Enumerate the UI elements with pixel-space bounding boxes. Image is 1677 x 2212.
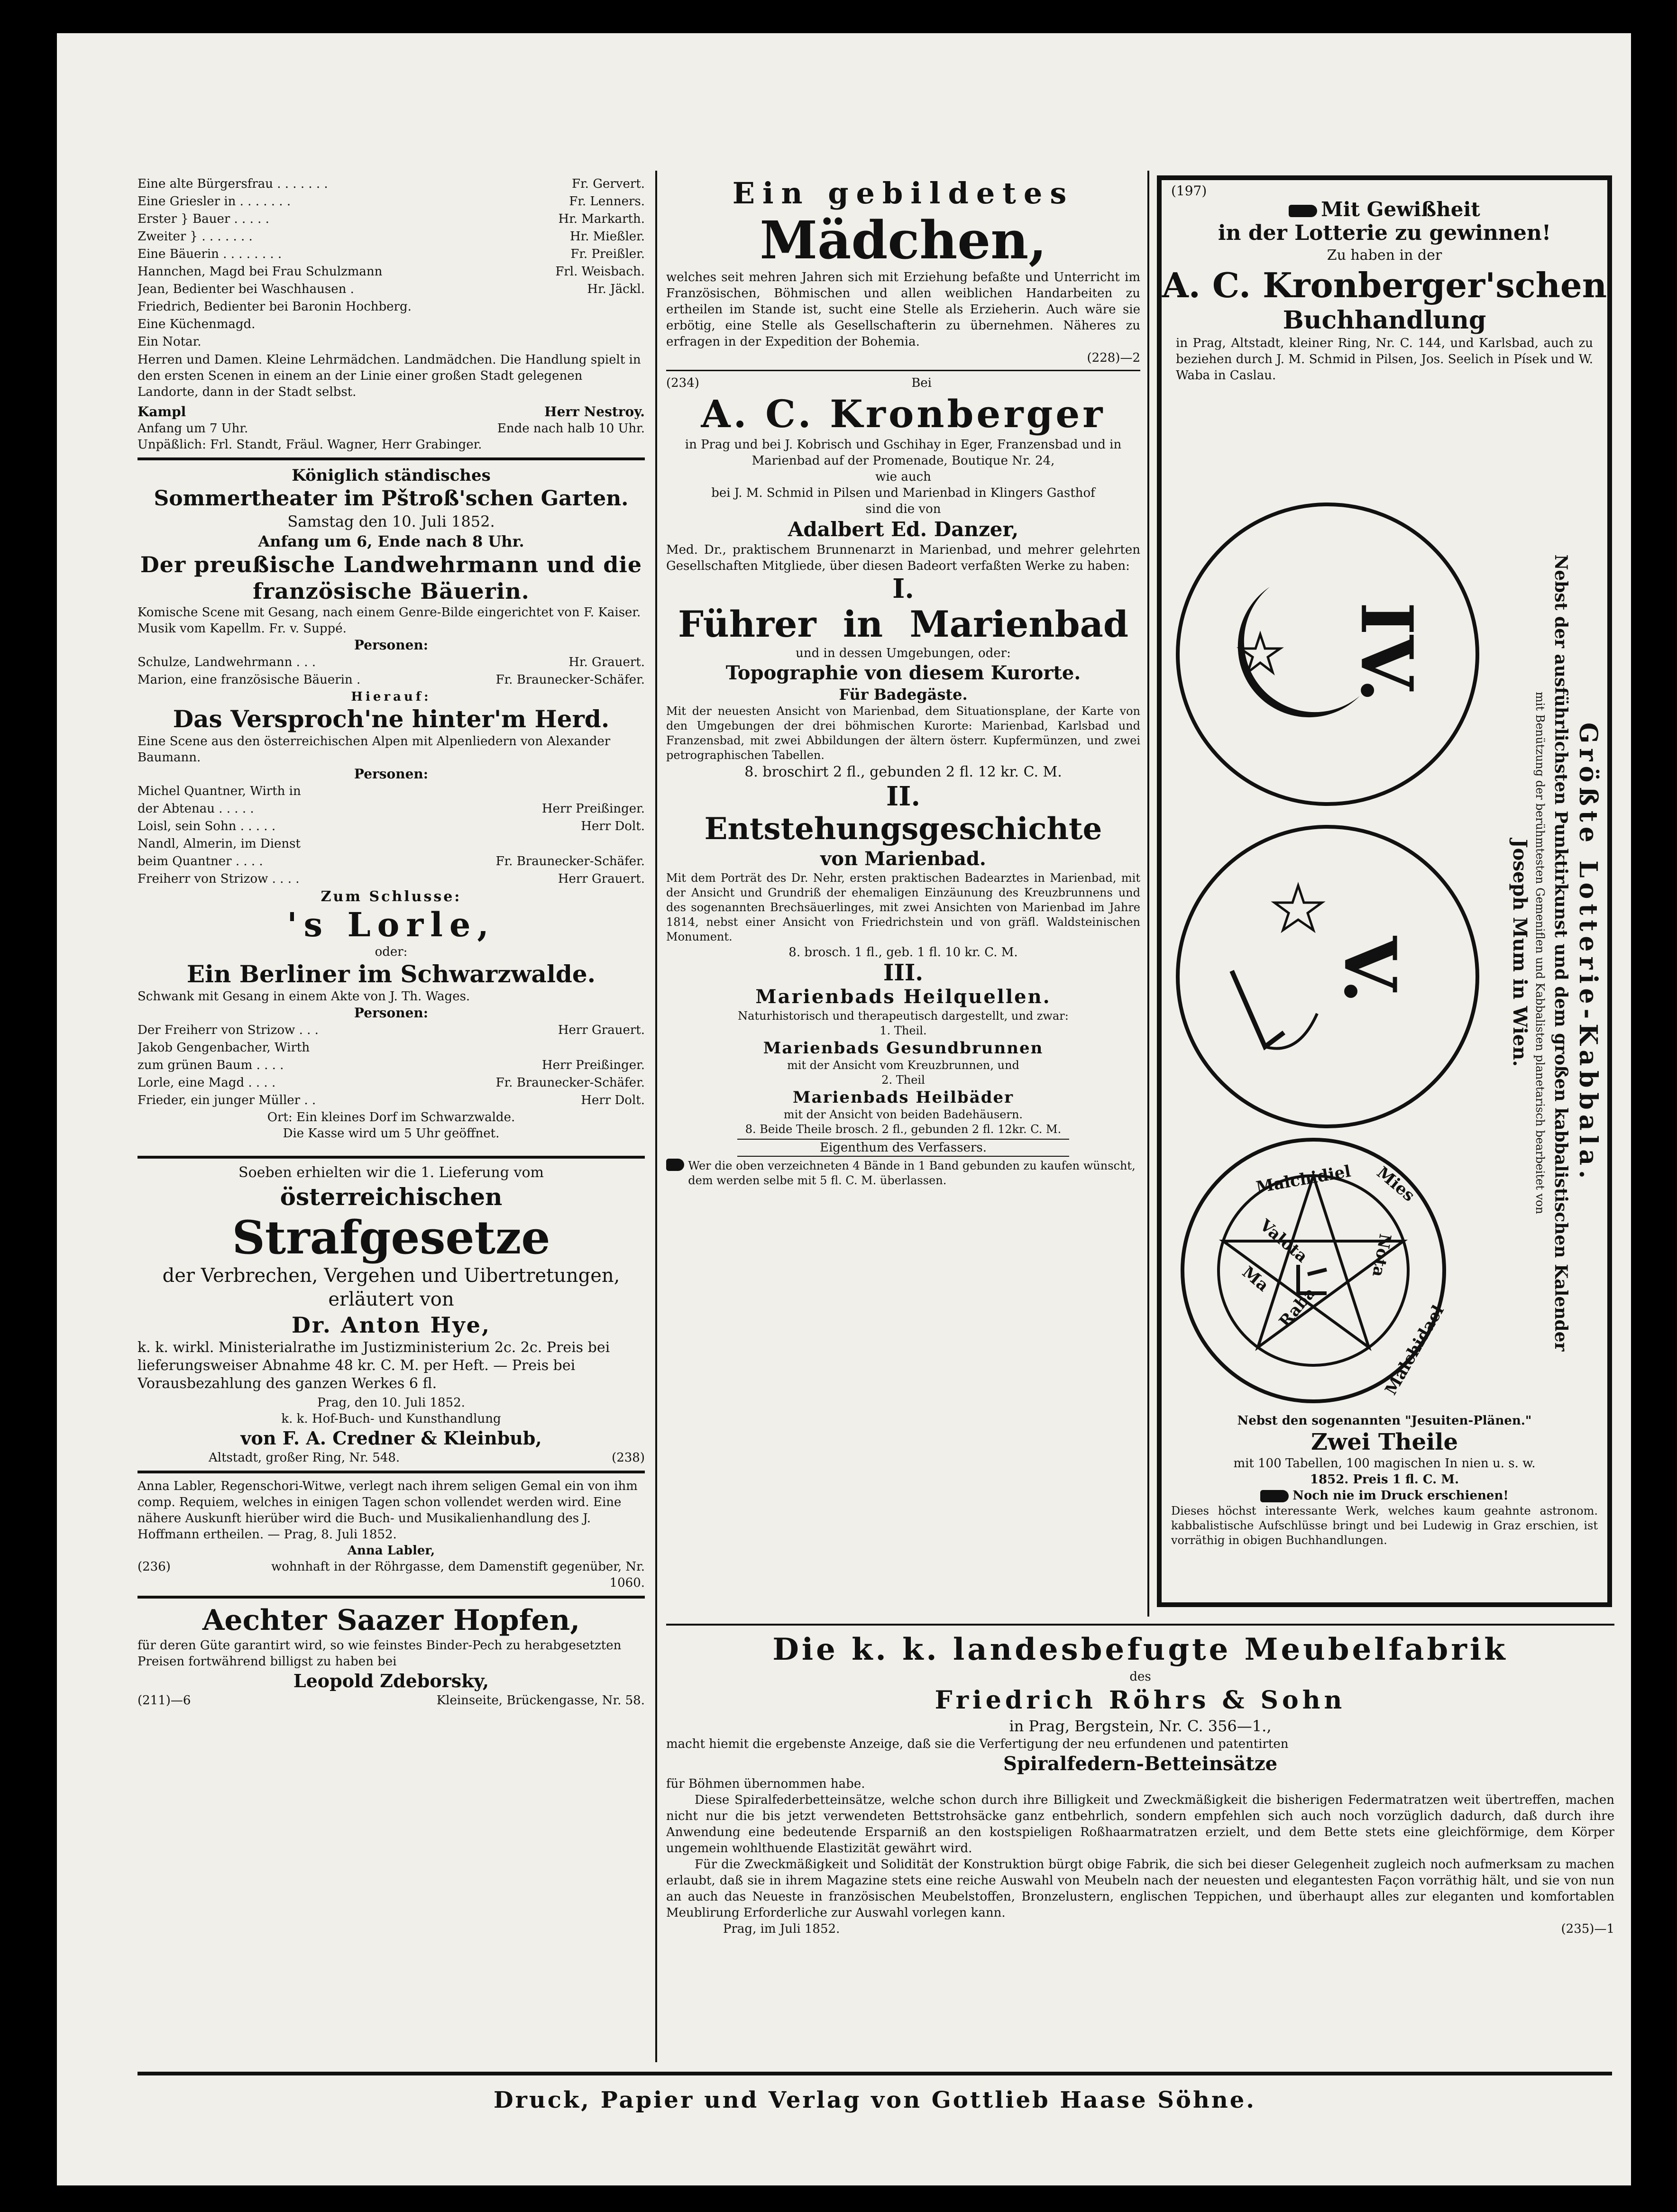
hye-title-2: Strafgesetze (232, 1211, 550, 1264)
cast-actor: Fr. Braunecker-Schäfer. (495, 1076, 645, 1090)
cast-role: Jean, Bedienter bei Waschhausen . (137, 282, 354, 296)
theater-title-2: Sommertheater im Pštroß'schen Garten. (154, 486, 629, 511)
play1-cast (137, 654, 645, 689)
newspaper-page (57, 33, 1631, 2185)
divider (137, 457, 645, 460)
circle-v (1176, 825, 1479, 1128)
furniture-product: Spiralfedern-Betteinsätze (1003, 1753, 1278, 1775)
cast-actor: Herr Preißinger. (541, 802, 645, 816)
theater-time: Anfang um 6, Ende nach 8 Uhr. (258, 532, 524, 550)
hopfen-addr: Kleinseite, Brückengasse, Nr. 58. (436, 1693, 645, 1708)
lottery-nebst: Nebst den sogenannten "Jesuiten-Plänen." (1237, 1414, 1532, 1428)
note-text: Wer die oben verzeichneten 4 Bände in 1 Band gebunden zu kaufen wünscht, dem werden selbe mit 5 fl. C. M. überlassen. (688, 1159, 1136, 1187)
kr-text-1: in Prag und bei J. Kobrisch und Gschihay in Eger, Franzensbad und in Marienbad auf der Promenade, Boutique Nr. 24, (685, 438, 1122, 468)
play1-title: Der preußische Landwehrmann und die französische Bäuerin. (140, 552, 642, 604)
work3-t1: Marienbads Gesundbrunnen (763, 1039, 1044, 1058)
cast-row (137, 210, 645, 228)
start-row (137, 420, 645, 437)
cast-role: Frieder, ein junger Müller . . (137, 1093, 316, 1107)
work2-price: 8. brosch. 1 fl., geb. 1 fl. 10 kr. C. M. (788, 945, 1018, 960)
divider (137, 1471, 645, 1473)
hye-author: Dr. Anton Hye, (292, 1312, 491, 1338)
work3-price: 8. Beide Theile brosch. 2 fl., gebunden 2 fl. 12kr. C. M. (745, 1123, 1062, 1136)
divider (137, 1596, 645, 1599)
cast-role: Marion, eine französische Bäuerin . (137, 673, 361, 687)
cast-role: zum grünen Baum . . . . (137, 1058, 284, 1072)
cast-role: Erster } Bauer . . . . . (137, 212, 269, 226)
cast-actor: Hr. Jäckl. (587, 282, 645, 296)
lottery-title-2: Buchhandlung (1283, 306, 1486, 335)
hye-address: Altstadt, großer Ring, Nr. 548. (209, 1451, 400, 1465)
cast-row (137, 281, 645, 298)
maedchen-title-1: Ein gebildetes (732, 176, 1074, 210)
cast-actor: Hr. Grauert. (568, 655, 645, 669)
lottery-title: A. C. Kronberger'schen (1162, 265, 1607, 305)
cast-role: Hannchen, Magd bei Frau Schulzmann (137, 265, 383, 279)
lottery-head-1 (1162, 199, 1607, 220)
labler-addr-row (137, 1559, 645, 1591)
hye-title-3: der Verbrechen, Vergehen und Uibertretungen, erläutert von (162, 1265, 620, 1310)
kr-text-3: Med. Dr., praktischem Brunnenarzt in Marienbad, und mehrer gelehrten Gesellschaften Mitgliede, über diesen Badeort verfaßten Werke zu haben: (666, 543, 1140, 573)
cast-list-top (137, 175, 645, 351)
vertical-text (1494, 507, 1603, 1398)
cast-role: der Abtenau . . . . . (137, 802, 254, 816)
play2-title: Das Versproch'ne hinter'm Herd. (173, 705, 610, 733)
column-middle (666, 175, 1140, 1621)
zum-schlusse: Zum Schlusse: (321, 888, 462, 905)
lottery-head-1-text: Mit Gewißheit (1321, 198, 1480, 221)
work1-price: 8. broschirt 2 fl., gebunden 2 fl. 12 kr. C. M. (744, 764, 1062, 780)
cast-actor: Herr Preißinger. (541, 1058, 645, 1072)
kr-text-2: bei J. M. Schmid in Pilsen und Marienbad in Klingers Gasthof (711, 486, 1095, 500)
cast-role: Nandl, Almerin, im Dienst (137, 837, 301, 851)
kampl-row (137, 403, 645, 420)
cast-row (137, 228, 645, 246)
maedchen-num: (228)—2 (1087, 351, 1140, 365)
play3-oder: oder: (375, 945, 408, 959)
cast-row (137, 1074, 645, 1092)
labler-num: (236) (137, 1560, 171, 1574)
star-sickle-icon (1180, 829, 1475, 1124)
pentagram-word: Ma (1238, 1262, 1273, 1296)
divider (666, 370, 1140, 371)
kr-wieauch: wie auch (875, 470, 931, 484)
pointing-hand-icon (666, 1159, 684, 1171)
hye-publisher-pre: k. k. Hof-Buch- und Kunsthandlung (281, 1412, 501, 1426)
divider (137, 1156, 645, 1159)
vertical-line-1: Größte Lotterie-Kabbala. (1574, 722, 1603, 1184)
lottery-noch-text: Noch nie im Druck erschienen! (1292, 1489, 1509, 1503)
cast-actor: Hr. Markarth. (558, 212, 645, 226)
moon-star-icon (1180, 506, 1475, 802)
cast-role: beim Quantner . . . . (137, 854, 263, 868)
cast-row (137, 316, 645, 333)
kr-head (666, 375, 1140, 391)
work1-title-2: Topographie von diesem Kurorte. (725, 662, 1081, 684)
work3-sub: Naturhistorisch und therapeutisch dargestellt, und zwar: (738, 1009, 1069, 1023)
cast-role: Eine Bäuerin . . . . . . . . (137, 247, 282, 261)
footer-imprint: Druck, Papier und Verlag von Gottlieb Haase Söhne. (493, 2087, 1256, 2113)
lottery-text: in Prag, Altstadt, kleiner Ring, Nr. C. 144, und Karlsbad, auch zu beziehen durch J. M. Schmid in Pilsen, Jos. Seelich in Písek und W. Waba in Caslau. (1176, 336, 1593, 383)
cast-row (137, 835, 645, 853)
cast-row (137, 818, 645, 835)
hye-title-1: österreichischen (280, 1183, 503, 1211)
cast-role: Eine Griesler in . . . . . . . (137, 194, 291, 209)
cast-row (137, 870, 645, 888)
cast-row (137, 853, 645, 870)
cast-role: Eine alte Bürgersfrau . . . . . . . (137, 177, 328, 191)
work3-t1-sub: mit der Ansicht vom Kreuzbrunnen, und (787, 1059, 1019, 1072)
cast-row (137, 175, 645, 193)
cast-role: Zweiter } . . . . . . . (137, 229, 253, 244)
cast-actor: Herr Dolt. (581, 1093, 645, 1107)
cast-row (137, 193, 645, 210)
cast-actor: Fr. Preißler. (570, 247, 645, 261)
work1-numeral: I. (892, 573, 914, 604)
divider (666, 1624, 1614, 1626)
pentagram-word: Malchidiel (1255, 1161, 1353, 1197)
cast-row (137, 1057, 645, 1074)
hye-desc: k. k. wirkl. Ministerialrathe im Justizministerium 2c. 2c. Preis bei lieferungsweiser Abnahme 48 kr. C. M. per Heft. — Preis bei Vorausbezahlung des ganzen Werkes 6 fl. (137, 1339, 610, 1392)
column-left (137, 175, 645, 2062)
work3-t2-sub: mit der Ansicht von beiden Badehäusern. (783, 1108, 1023, 1121)
hopfen-seller: Leopold Zdeborsky, (293, 1670, 489, 1691)
intro-text: Herren und Damen. Kleine Lehrmädchen. Landmädchen. Die Handlung spielt in den ersten Scenen in einem an der Linie einer großen Stadt gelegenen Landorte, dann in der Stadt selbst. (137, 353, 641, 399)
cast-role: Loisl, sein Sohn . . . . . (137, 819, 276, 833)
eigenthum: Eigenthum des Verfassers. (737, 1139, 1069, 1157)
pentagram-word: Mies (1373, 1163, 1419, 1206)
cast-row (137, 783, 645, 800)
work3-theil2: 2. Theil (881, 1073, 925, 1087)
cast-row (137, 1039, 645, 1057)
cast-row (137, 333, 645, 351)
hopfen-title: Aechter Saazer Hopfen, (202, 1604, 580, 1637)
cast-actor: Herr Dolt. (581, 819, 645, 833)
furniture-title: Die k. k. landesbefugte Meubelfabrik (772, 1632, 1508, 1667)
lottery-head-3: Zu haben in der (1327, 247, 1442, 264)
kampl-actor: Herr Nestroy. (544, 404, 645, 420)
work1-title-3: Für Badegäste. (839, 686, 968, 704)
lottery-dieses: Dieses höchst interessante Werk, welches kaum geahnte astronom. kabbalistische Aufschlüsse bringt und bei Ludewig in Graz erschien, ist vorräthig in obigen Buchhandlungen. (1171, 1504, 1598, 1547)
hopfen-addr-row (137, 1692, 645, 1709)
kr-author: Adalbert Ed. Danzer, (788, 518, 1019, 541)
cast-role: Eine Küchenmagd. (137, 317, 256, 331)
kr-num: (234) (666, 376, 699, 390)
cast-actor: Fr. Gervert. (572, 177, 645, 191)
work1-desc: Mit der neuesten Ansicht von Marienbad, dem Situationsplane, der Karte von den Umgebungen der drei böhmischen Kurorte: Marienbad, Karlsbad und Franzensbad, mit zwei Abbildungen der ältern österr. Kupfermünzen, und zwei petrographischen Tabellen. (666, 704, 1140, 762)
furniture-intro: macht hiemit die ergebenste Anzeige, daß sie die Verfertigung der neu erfundenen und patentirten (666, 1737, 1289, 1751)
pentagram-word: Nota (1368, 1232, 1395, 1279)
cast-role: Der Freiherr von Strizow . . . (137, 1023, 319, 1037)
personen-label-2: Personen: (354, 766, 429, 782)
cast-row (137, 263, 645, 281)
lottery-head (1162, 180, 1607, 199)
start-left: Anfang um 7 Uhr. (137, 421, 248, 436)
cast-actor: Frl. Weisbach. (555, 265, 645, 279)
vertical-line-4: Joseph Mum in Wien. (1509, 839, 1531, 1067)
hye-intro: Soeben erhielten wir die 1. Lieferung vom (238, 1164, 544, 1181)
note-row (666, 1159, 1140, 1188)
lottery-num: (197) (1171, 183, 1207, 199)
hierauf-label: Hierauf: (351, 690, 431, 704)
cast-actor: Herr Grauert. (558, 1023, 645, 1037)
labler-text: Anna Labler, Regenschori-Witwe, verlegt nach ihrem seligen Gemal ein von ihm comp. Requiem, welches in einigen Tagen schon vollendet werden wird. Eine nähere Auskunft hierüber wird die Buch- und Musikalienhandlung des J. Hoffmann ertheilen. — Prag, 8. Juli 1852. (137, 1479, 638, 1542)
furniture-p1: Diese Spiralfederbetteinsätze, welche schon durch ihre Billigkeit und Zweckmäßigkeit die bisherigen Federmatratzen weit übertreffen, machen nicht nur die bis jetzt verwendeten Bettstrohsäcke ganz entbehrlich, sondern empfehlen sich auch noch vorzüglich dadurch, daß durch ihre Anwendung eine bedeutende Ersparniß an den kostspieligen Roßhaarmatratzen erzielt, und dem Bette stets eine gleichförmige, dem Körper ungemein wohlthuende Elastizität gewährt wird. (666, 1793, 1614, 1856)
play3-desc: Schwank mit Gesang in einem Akte von J. Th. Wages. (137, 989, 470, 1004)
cast-role: Michel Quantner, Wirth in (137, 784, 301, 798)
column-rule (655, 171, 657, 2062)
work2-desc: Mit dem Porträt des Dr. Nehr, ersten praktischen Badearztes in Marienbad, mit der Ansicht und Grundriß der ehemaligen Einzäunung des Kreuzbrunnens und des sogenannten Brechsäuerlinges, mit zwei Ansichten von Marienbad im Jahre 1814, nebst einer Ansicht von Friedrichstein und von gräfl. Waldsteinischen Monument. (666, 871, 1140, 943)
cast-row (137, 800, 645, 818)
pentagram-word: Raba (1275, 1284, 1320, 1331)
work2-sub: von Marienbad. (820, 848, 986, 870)
pentagram-word: Malchidael (1381, 1302, 1448, 1398)
theater-date: Samstag den 10. Juli 1852. (287, 512, 495, 530)
cast-actor: Fr. Braunecker-Schäfer. (495, 673, 645, 687)
cast-row (137, 298, 645, 316)
kr-title: A. C. Kronberger (701, 392, 1106, 436)
furniture-num: (235)—1 (1561, 1922, 1614, 1936)
pointing-hand-icon (1289, 205, 1317, 217)
personen-label: Personen: (354, 637, 429, 653)
kr-sind: sind die von (865, 502, 941, 516)
play2-desc: Eine Scene aus den österreichischen Alpen mit Alpenliedern von Alexander Baumann. (137, 734, 611, 765)
hye-publisher: von F. A. Credner & Kleinbub, (240, 1427, 542, 1449)
work2-numeral: II. (886, 781, 920, 812)
lottery-noch (1171, 1488, 1598, 1504)
circle-iv (1176, 503, 1479, 806)
cast-row (137, 654, 645, 671)
kampl-role: Kampl (137, 404, 186, 420)
lottery-ad (1157, 175, 1612, 1607)
cast-actor: Herr Grauert. (558, 872, 645, 886)
footer-rule (137, 2072, 1612, 2075)
lottery-preis: 1852. Preis 1 fl. C. M. (1310, 1472, 1459, 1487)
play3-title: 's Lorle, (287, 905, 495, 944)
cast-actor: Fr. Braunecker-Schäfer. (495, 854, 645, 868)
roman-iv: IV. (1345, 602, 1429, 703)
hye-address-row (137, 1450, 645, 1466)
work3-theil1: 1. Theil. (880, 1024, 927, 1037)
play2-cast (137, 783, 645, 888)
lottery-zwei: Zwei Theile (1310, 1429, 1458, 1455)
maedchen-text: welches seit mehren Jahren sich mit Erziehung befaßte und Unterricht im Französischen, Böhmischen und allen weiblichen Handarbeiten zu ertheilen im Stande ist, sucht eine Stelle als Erzieherin. Auch wäre sie erbötig, eine Stelle als Gesellschafterin zu übernehmen. Näheres zu erfragen in der Expedition der Bohemia. (666, 270, 1140, 349)
vertical-line-3: mit Benützung der berühmtesten Gemeniflen und Kabbalisten planetarisch bearbeitet von (1533, 692, 1547, 1214)
work3-t2: Marienbads Heilbäder (792, 1088, 1014, 1107)
vertical-line-2: Nebst der ausführlichsten Punktirkunst und dem großen kabbalistischen Kalender (1551, 554, 1571, 1352)
lottery-bottom (1171, 1413, 1598, 1548)
work3-numeral: III. (883, 960, 924, 986)
labler-addr: wohnhaft in der Röhrgasse, dem Damenstift gegenüber, Nr. 1060. (271, 1560, 645, 1590)
lottery-tabellen: mit 100 Tabellen, 100 magischen In nien u. s. w. (1233, 1456, 1536, 1471)
column-rule (1147, 171, 1149, 1617)
theater-title-1: Königlich ständisches (292, 466, 491, 485)
unwell-note: Unpäßlich: Frl. Standt, Fräul. Wagner, Herr Grabinger. (137, 438, 482, 452)
furniture-p2: Für die Zweckmäßigkeit und Solidität der Konstruktion bürgt obige Fabrik, die sich bei dieser Gelegenheit zugleich noch aufmerksam zu machen erlaubt, daß sie in ihrem Magazine stets eine reiche Auswahl von Meubeln nach der neuesten und elegantesten Façon vorräthig hält, und sie von nun an auch das Neueste in französischen Meubelstoffen, Bronzelustern, englischen Teppichen, und überhaupt alles zur eleganten und komfortablen Meublirung Erforderliche zur Auswahl vorlegen kann. (666, 1857, 1614, 1920)
cast-row (137, 1022, 645, 1039)
furniture-des: des (1129, 1670, 1151, 1684)
maedchen-title-2: Mädchen, (760, 210, 1047, 271)
furniture-p1-start: für Böhmen übernommen habe. (666, 1777, 865, 1791)
cast-row (137, 671, 645, 689)
hye-date: Prag, den 10. Juli 1852. (317, 1396, 465, 1410)
furniture-ad (666, 1631, 1614, 2057)
cast-row (137, 246, 645, 263)
pentagram-word: Valota (1256, 1216, 1311, 1267)
cast-actor: Hr. Mießler. (569, 229, 645, 244)
personen-label-3: Personen: (354, 1005, 429, 1021)
cast-actor: Fr. Lenners. (569, 194, 645, 209)
cast-role: Friedrich, Bedienter bei Baronin Hochberg. (137, 300, 412, 314)
work1-sub: und in dessen Umgebungen, oder: (796, 646, 1011, 660)
ort-note: Ort: Ein kleines Dorf im Schwarzwalde. (267, 1110, 515, 1124)
furniture-firm: Friedrich Röhrs & Sohn (935, 1686, 1346, 1715)
cast-role: Lorle, eine Magd . . . . (137, 1076, 276, 1090)
cast-role: Jakob Gengenbacher, Wirth (137, 1041, 310, 1055)
work2-title: Entstehungsgeschichte (704, 811, 1102, 847)
furniture-date: Prag, im Juli 1852. (723, 1922, 840, 1936)
roman-v: V. (1328, 936, 1412, 1004)
hye-num: (238) (612, 1451, 645, 1465)
work1-title: Führer in Marienbad (678, 603, 1129, 645)
cast-row (137, 1092, 645, 1109)
cast-role: Freiherr von Strizow . . . . (137, 872, 300, 886)
pentagram-seal (1181, 1138, 1446, 1403)
labler-sign: Anna Labler, (347, 1544, 435, 1558)
furniture-addr: in Prag, Bergstein, Nr. C. 356—1., (1009, 1717, 1272, 1735)
kasse-note: Die Kasse wird um 5 Uhr geöffnet. (283, 1126, 500, 1141)
hopfen-num: (211)—6 (137, 1693, 191, 1708)
start-right: Ende nach halb 10 Uhr. (497, 421, 645, 436)
hopfen-text: für deren Güte garantirt wird, so wie feinstes Binder-Pech zu herabgesetzten Preisen fortwährend billigst zu haben bei (137, 1638, 622, 1669)
play3-sub: Ein Berliner im Schwarzwalde. (186, 960, 596, 988)
lottery-head-2: in der Lotterie zu gewinnen! (1218, 221, 1551, 245)
furniture-date-row (666, 1921, 1614, 1937)
play3-cast (137, 1022, 645, 1109)
play1-desc: Komische Scene mit Gesang, nach einem Genre-Bilde eingerichtet von F. Kaiser. Musik vom Kapellm. Fr. v. Suppé. (137, 605, 641, 636)
pointing-hand-icon (1260, 1490, 1289, 1502)
kr-bei: Bei (911, 376, 932, 390)
work3-title: Marienbads Heilquellen. (755, 986, 1051, 1008)
cast-role: Ein Notar. (137, 335, 202, 349)
cast-role: Schulze, Landwehrmann . . . (137, 655, 316, 669)
